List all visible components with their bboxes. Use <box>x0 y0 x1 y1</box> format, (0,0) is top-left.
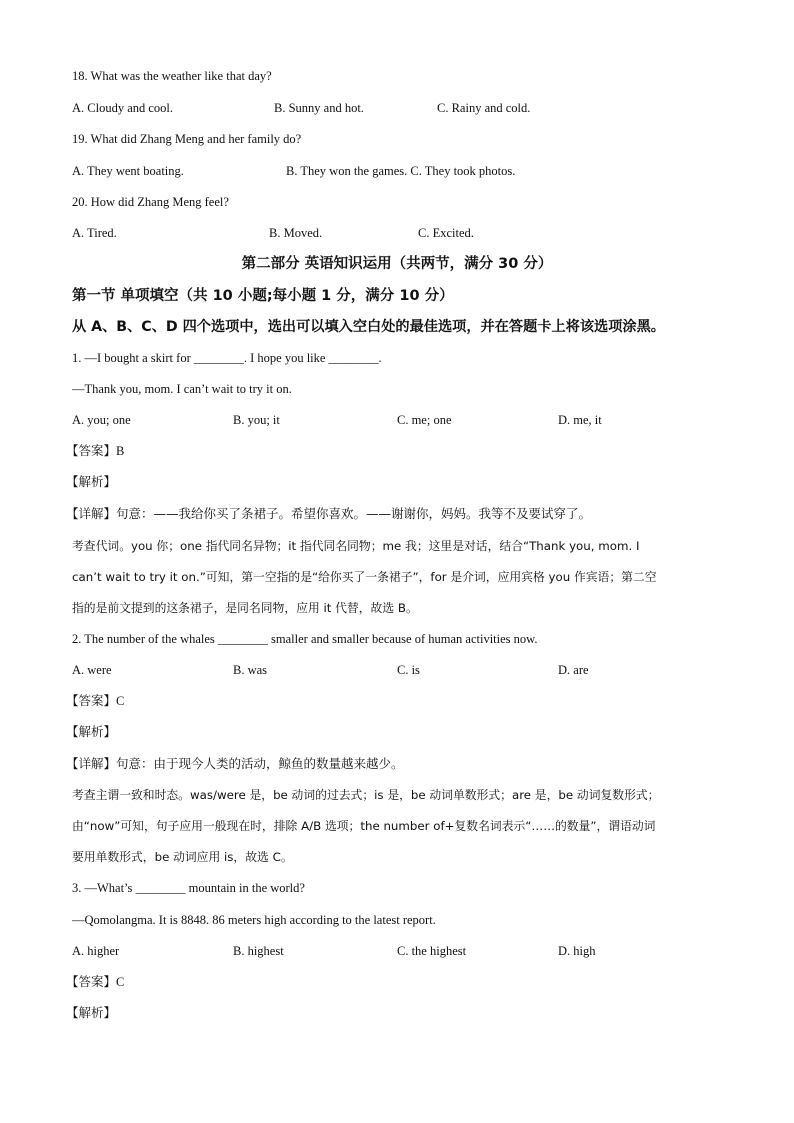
detail-text: 句意：——我给你买了条裙子。希望你喜欢。——谢谢你，妈妈。我等不及要试穿了。 <box>116 506 592 521</box>
item-1-analysis-tag: 【解析】 <box>66 474 117 489</box>
item-3-answer <box>66 974 124 990</box>
item-2-explanation-2: 由“now”可知，句子应用一般现在时，排除 A/B 选项；the number of+复数名词表示“……的数量”，谓语动词 <box>72 819 656 833</box>
item-3-analysis-tag: 【解析】 <box>66 1005 117 1020</box>
item-1-detail <box>66 506 591 522</box>
item-1-question: 1. —I bought a skirt for ________. I hope you like ________. <box>72 351 382 365</box>
item-2-analysis-tag: 【解析】 <box>66 724 117 739</box>
answer-value: B <box>116 444 125 458</box>
q19-option-bc: B. They won the games. C. They took photos. <box>286 164 516 178</box>
section-1-title: 第一节 单项填空（共 10 小题;每小题 1 分，满分 10 分） <box>72 288 454 304</box>
item-3-reply: —Qomolangma. It is 8848. 86 meters high according to the latest report. <box>72 913 436 927</box>
q19-option-a: A. They went boating. <box>72 164 184 178</box>
instructions: 从 A、B、C、D 四个选项中，选出可以填入空白处的最佳选项，并在答题卡上将该选项涂黑。 <box>72 319 665 335</box>
item-2-explanation-3: 要用单数形式，be 动词应用 is，故选 C。 <box>72 850 293 864</box>
item-1-explanation-2: can’t wait to try it on.”可知，第一空指的是“给你买了一条裙子”，for 是介词，应用宾格 you 作宾语；第二空 <box>72 570 657 584</box>
item-1-option-d: D. me, it <box>558 413 602 427</box>
q18-option-b: B. Sunny and hot. <box>274 101 364 115</box>
item-2-option-b: B. was <box>233 663 268 677</box>
item-3-option-b: B. highest <box>233 944 284 958</box>
q20-option-c: C. Excited. <box>418 226 474 240</box>
q20-option-b: B. Moved. <box>269 226 323 240</box>
item-1-answer <box>66 443 124 459</box>
detail-text: 句意：由于现今人类的活动，鲸鱼的数量越来越少。 <box>116 756 404 771</box>
item-2-option-a: A. were <box>72 663 112 677</box>
item-3-question: 3. —What’s ________ mountain in the world? <box>72 881 305 895</box>
detail-tag: 【详解】 <box>66 756 117 771</box>
item-2-detail <box>66 756 404 772</box>
item-1-explanation-1: 考查代词。you 你；one 指代同名异物；it 指代同名同物；me 我；这里是对话，结合“Thank you, mom. I <box>72 539 640 553</box>
q18-option-c: C. Rainy and cold. <box>437 101 531 115</box>
detail-tag: 【详解】 <box>66 506 117 521</box>
q20-option-a: A. Tired. <box>72 226 117 240</box>
item-2-explanation-1: 考查主谓一致和时态。was/were 是，be 动词的过去式；is 是，be 动词单数形式；are 是，be 动词复数形式； <box>72 788 660 802</box>
item-2-option-d: D. are <box>558 663 589 677</box>
answer-value: C <box>116 975 125 989</box>
q18-option-a: A. Cloudy and cool. <box>72 101 174 115</box>
item-3-option-d: D. high <box>558 944 596 958</box>
item-3-option-c: C. the highest <box>397 944 467 958</box>
item-1-option-c: C. me; one <box>397 413 452 427</box>
question-19: 19. What did Zhang Meng and her family do? <box>72 132 302 146</box>
item-1-option-b: B. you; it <box>233 413 280 427</box>
question-20: 20. How did Zhang Meng feel? <box>72 195 229 209</box>
part-2-title: 第二部分 英语知识运用（共两节，满分 30 分） <box>241 256 553 272</box>
item-1-reply: —Thank you, mom. I can’t wait to try it on. <box>72 382 292 396</box>
item-1-explanation-3: 指的是前文提到的这条裙子，是同名同物，应用 it 代替，故选 B。 <box>72 601 418 615</box>
question-18: 18. What was the weather like that day? <box>72 69 272 83</box>
answer-value: C <box>116 694 125 708</box>
item-2-option-c: C. is <box>397 663 420 677</box>
answer-tag: 【答案】 <box>66 974 117 989</box>
item-2-answer <box>66 693 124 709</box>
item-3-option-a: A. higher <box>72 944 120 958</box>
answer-tag: 【答案】 <box>66 443 117 458</box>
item-2-question: 2. The number of the whales ________ smaller and smaller because of human activities now. <box>72 632 538 646</box>
answer-tag: 【答案】 <box>66 693 117 708</box>
item-1-option-a: A. you; one <box>72 413 131 427</box>
